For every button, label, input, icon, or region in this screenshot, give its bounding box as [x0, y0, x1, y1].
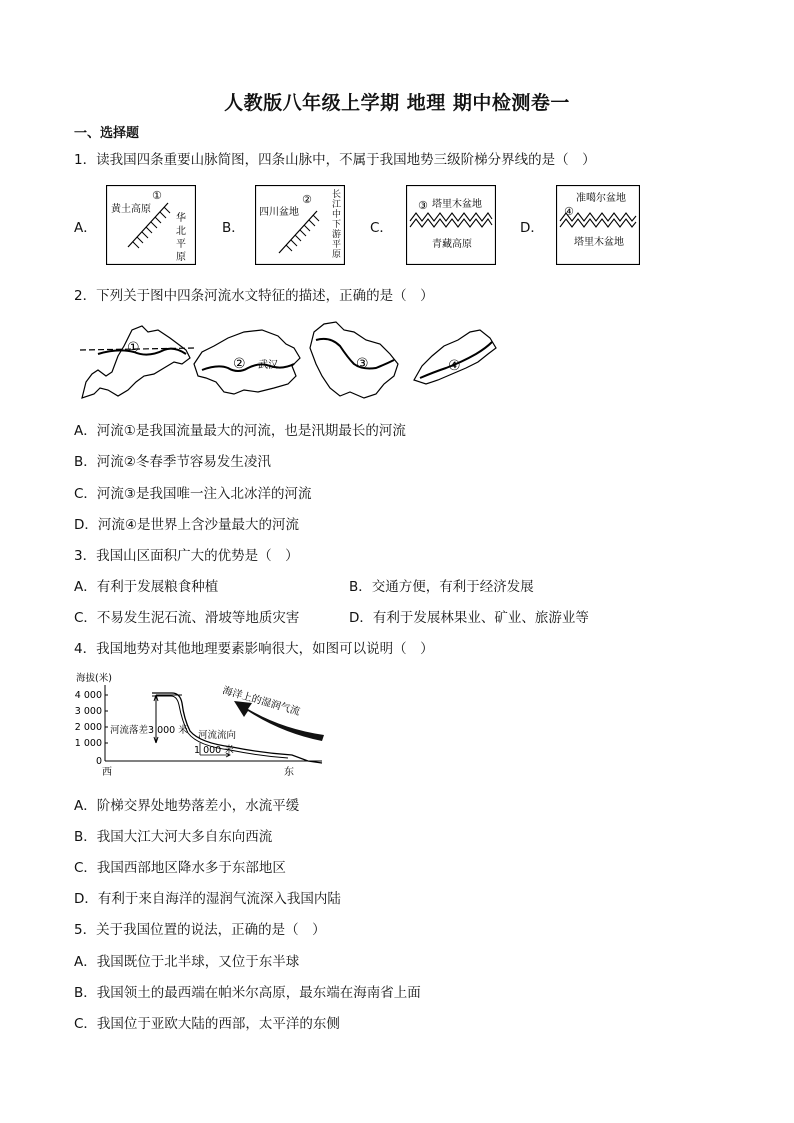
svg-text:游: 游: [332, 230, 342, 240]
svg-text:江: 江: [332, 200, 342, 210]
question-2-stem: 2．下列关于图中四条河流水文特征的描述，正确的是（ ）: [74, 288, 434, 304]
q2-option-b: B．河流②冬春季节容易发生凌汛: [74, 454, 271, 470]
q2-option-a: A．河流①是我国流量最大的河流，也是汛期最长的河流: [74, 423, 406, 439]
q4-option-b: B．我国大江大河大多自东向西流: [74, 829, 273, 845]
svg-text:平: 平: [332, 240, 342, 250]
map-a-left-label: 黄土高原: [111, 204, 151, 215]
svg-text:华: 华: [176, 213, 186, 224]
svg-text:原: 原: [176, 252, 186, 263]
map-c-num: ③: [418, 199, 428, 212]
svg-text:下: 下: [332, 220, 342, 230]
river-maps-figure: [78, 318, 500, 400]
map-b-left-label: 四川盆地: [259, 207, 299, 218]
map-d-bottom-label: 塔里木盆地: [574, 237, 624, 248]
map-d-num: ④: [564, 205, 574, 218]
q3-option-a: A．有利于发展粮食种植: [74, 579, 219, 595]
q1-option-a-label: A．: [74, 220, 97, 236]
q4-option-c: C．我国西部地区降水多于东部地区: [74, 860, 286, 876]
river-1-label: ①: [127, 340, 140, 356]
river-map-4: [414, 330, 496, 384]
west-label: 西: [102, 767, 112, 778]
airflow-label: 海洋上的湿润气流: [221, 685, 302, 718]
section-heading: 一、选择题: [74, 126, 140, 141]
q5-option-a: A．我国既位于北半球，又位于东半球: [74, 954, 300, 970]
question-5-stem: 5．关于我国位置的说法，正确的是（ ）: [74, 922, 326, 938]
q5-option-b: B．我国领土的最西端在帕米尔高原，最东端在海南省上面: [74, 985, 421, 1001]
mountain-map-b: [255, 185, 345, 265]
svg-text:3 000: 3 000: [74, 706, 102, 717]
map-b-right-label: [332, 189, 341, 260]
river-3-label: ③: [356, 356, 369, 372]
flow-direction-label: 河流流向: [198, 730, 237, 741]
mountain-map-d: [556, 185, 640, 265]
mountain-map-c: [406, 185, 496, 265]
east-label: 东: [284, 767, 294, 778]
map-c-top-label: 塔里木盆地: [432, 199, 482, 210]
river-2-label: ②: [233, 356, 246, 372]
map-c-bottom-label: 青藏高原: [432, 239, 472, 250]
map-b-num: ②: [302, 193, 312, 206]
q1-option-d-label: D．: [520, 220, 544, 236]
svg-text:平: 平: [176, 239, 186, 250]
question-3-stem: 3．我国山区面积广大的优势是（ ）: [74, 548, 299, 564]
svg-text:1 000: 1 000: [74, 738, 102, 749]
question-4-stem: 4．我国地势对其他地理要素影响很大，如图可以说明（ ）: [74, 641, 434, 657]
svg-text:原: 原: [332, 250, 342, 260]
svg-text:长: 长: [332, 190, 342, 200]
svg-text:2 000: 2 000: [74, 722, 102, 733]
q3-option-d: D．有利于发展林果业、矿业、旅游业等: [349, 610, 589, 626]
drop-label: 河流落差3 000 米: [110, 725, 188, 736]
page-title: 人教版八年级上学期 地理 期中检测卷一: [224, 92, 570, 114]
q5-option-c: C．我国位于亚欧大陆的西部，太平洋的东侧: [74, 1016, 340, 1032]
q4-option-d: D．有利于来自海洋的湿润气流深入我国内陆: [74, 891, 341, 907]
svg-text:0: 0: [95, 756, 102, 767]
distance-label: 1 000 米: [194, 745, 234, 756]
q4-option-a: A．阶梯交界处地势落差小，水流平缓: [74, 798, 300, 814]
river-map-2: [194, 330, 300, 394]
map-d-top-label: 准噶尔盆地: [576, 193, 626, 204]
river-map-3: [310, 322, 398, 398]
q1-option-b-label: B．: [222, 220, 245, 236]
q3-option-c: C．不易发生泥石流、滑坡等地质灾害: [74, 610, 300, 626]
map-a-num: ①: [152, 189, 162, 202]
profile-yticks: [75, 690, 102, 767]
svg-text:中: 中: [332, 210, 342, 220]
mountain-map-a: [106, 185, 196, 265]
q2-option-c: C．河流③是我国唯一注入北冰洋的河流: [74, 486, 312, 502]
profile-ylabel: 海拔(米): [76, 673, 112, 684]
wuhan-label: 武汉: [258, 360, 278, 371]
question-1-stem: 1．读我国四条重要山脉简图，四条山脉中，不属于我国地势三级阶梯分界线的是（ ）: [74, 152, 596, 168]
river-4-label: ④: [448, 358, 461, 374]
river-map-1: [80, 326, 196, 398]
svg-text:北: 北: [176, 226, 186, 237]
q3-option-b: B．交通方便，有利于经济发展: [349, 579, 534, 595]
svg-text:4 000: 4 000: [74, 690, 102, 701]
terrain-profile-figure: [72, 671, 334, 779]
q1-option-c-label: C．: [370, 220, 393, 236]
q2-option-d: D．河流④是世界上含沙量最大的河流: [74, 517, 299, 533]
